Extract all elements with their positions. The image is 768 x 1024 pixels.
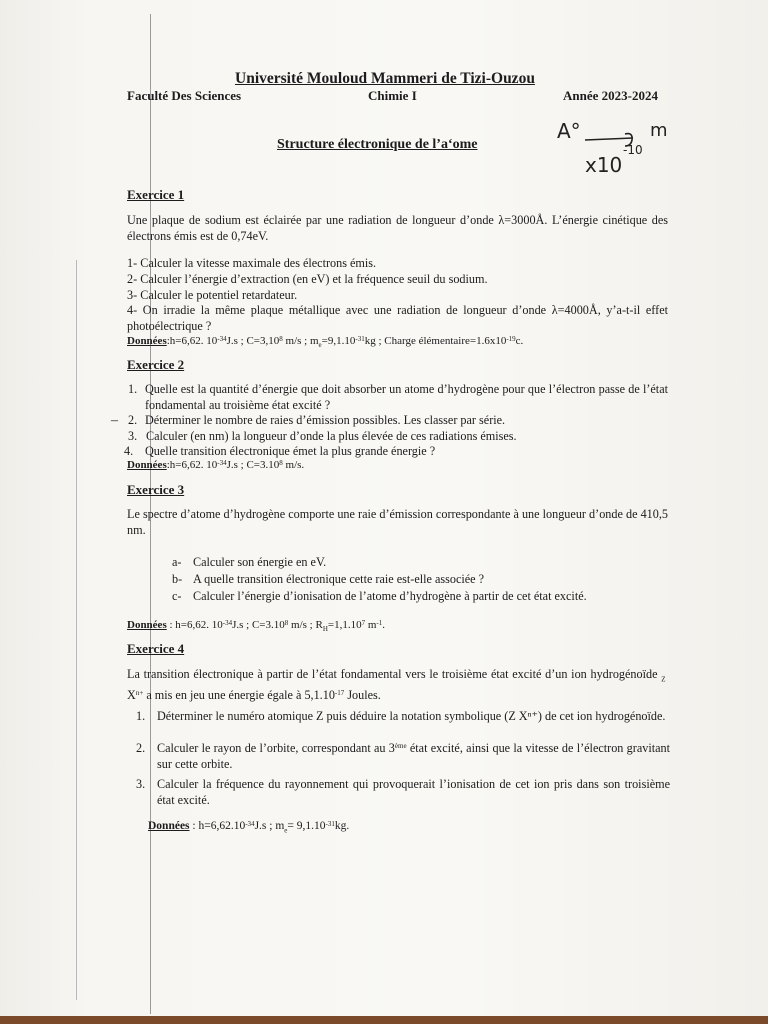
ex3-item-c-label: c- — [172, 589, 182, 603]
ex4-intro: La transition électronique à partir de l’état fondamental vers le troisième état excité d’un ion hydrogénoïde $_Z$ $X^{n+}$ a mis en jeu une énergie égale à $5,1.10^{-17}$ Joules. — [127, 667, 666, 703]
margin-rule-faint — [76, 260, 77, 1000]
margin-dash-mark: – — [111, 413, 118, 428]
ex4-data-label: Données — [148, 820, 190, 832]
university-name: Université Mouloud Mammeri de Tizi-Ouzou — [235, 70, 535, 87]
course-name: Chimie I — [368, 88, 417, 103]
ex1-question-4: 4- On irradie la même plaque métallique avec une radiation de longueur d’onde λ=4000Å, y’a-t-il effet photoélectrique ? — [127, 303, 668, 333]
ex3-heading: Exercice 3 — [127, 482, 185, 497]
ex3-data: Données : h=6,62. $10^{-34}J.s$ ; $C=3.10^8$ m/s ; $R_H=1,1.10^7$ $m^{-1}$. — [127, 619, 385, 634]
handwritten-note — [555, 116, 685, 178]
handwritten-exponent: -10 — [623, 143, 643, 157]
ex2-question-1-number: 1. — [128, 382, 138, 396]
ex1-data: Données:h=6,62. $10^{-34}J.s$ ; $C=3,10^8$ m/s ; $m_e=9,1.10^{-31}kg$ ; Charge $élémentaire=1.6x10^{-19}c$. — [127, 335, 524, 350]
ex3-item-b-label: b- — [172, 572, 183, 586]
ex2-question-2-number: 2. — [128, 413, 138, 427]
ex1-question-1: 1- Calculer la vitesse maximale des électrons émis. — [127, 256, 377, 270]
ex1-heading: Exercice 1 — [127, 187, 185, 202]
ex4-question-2: Calculer le rayon de l’orbite, correspondant au 3ème état excité, ainsi que la vitesse de l’électron gravitant sur cette orbite. — [157, 741, 670, 771]
ex1-question-2: 2- Calculer l’énergie d’extraction (en eV) et la fréquence seuil du sodium. — [127, 272, 488, 286]
ex3-data-label: Données — [127, 619, 167, 631]
ex4-question-3-number: 3. — [136, 777, 146, 791]
ex4-heading: Exercice 4 — [127, 641, 185, 656]
faculty-name: Faculté Des Sciences — [127, 88, 242, 103]
ex3-item-a: Calculer son énergie en eV. — [193, 555, 327, 569]
academic-year: Année 2023-2024 — [563, 88, 658, 103]
desk-edge — [0, 1016, 768, 1024]
ex4-question-1: Déterminer le numéro atomique Z puis déduire la notation symbolique (Z Xⁿ⁺) de cet ion hydrogénoïde. — [157, 709, 666, 723]
ex4-question-3: Calculer la fréquence du rayonnement qui provoquerait l’ionisation de cet ion pris dans son troisième état excité. — [157, 777, 670, 807]
ex2-question-4-number: 4. — [124, 444, 134, 458]
ex2-question-4: Quelle transition électronique émet la plus grande énergie ? — [145, 444, 436, 458]
ex2-data: Données:h=6,62. $10^{-34}J.s$ ; $C=3.10^8$ m/s. — [127, 459, 305, 471]
handwritten-factor: x10 — [585, 153, 623, 177]
ex3-intro: Le spectre d’atome d’hydrogène comporte une raie d’émission correspondante à une longueur d’onde de 410,5 nm. — [127, 507, 668, 537]
ex3-item-c: Calculer l’énergie d’ionisation de l’atome d’hydrogène à partir de cet état excité. — [193, 589, 587, 603]
handwritten-meter: m — [650, 120, 668, 141]
ex4-question-1-number: 1. — [136, 709, 146, 723]
sheet-title: Structure électronique de l’a‘ome — [277, 137, 478, 152]
ex2-question-3-number: 3. — [128, 429, 138, 443]
ex3-item-a-label: a- — [172, 555, 182, 569]
ex1-question-3: 3- Calculer le potentiel retardateur. — [127, 288, 298, 302]
ex2-data-label: Données — [127, 459, 167, 471]
ex2-question-1: Quelle est la quantité d’énergie que doit absorber un atome d’hydrogène pour que l’électron passe de l’état fondamental au troisième état excité ? — [145, 382, 668, 412]
ex2-heading: Exercice 2 — [127, 357, 185, 372]
ex1-intro: Une plaque de sodium est éclairée par une radiation de longueur d’onde λ=3000Å. L’énergie cinétique des électrons émis est de 0,74eV. — [127, 213, 668, 243]
handwritten-angstrom: A° — [557, 119, 581, 143]
ex2-question-2: Déterminer le nombre de raies d’émission possibles. Les classer par série. — [145, 413, 506, 427]
ex1-data-label: Données — [127, 335, 167, 347]
ex4-question-2-number: 2. — [136, 741, 146, 755]
ex2-question-3: Calculer (en nm) la longueur d’onde la plus élevée de ces radiations émises. — [146, 429, 517, 443]
ex4-data: Données : $h=6,62.10^{-34}J.s$ ; $m_e= 9,1.10^{-31}kg$. — [148, 820, 350, 835]
ex3-item-b: A quelle transition électronique cette raie est-elle associée ? — [193, 572, 485, 586]
